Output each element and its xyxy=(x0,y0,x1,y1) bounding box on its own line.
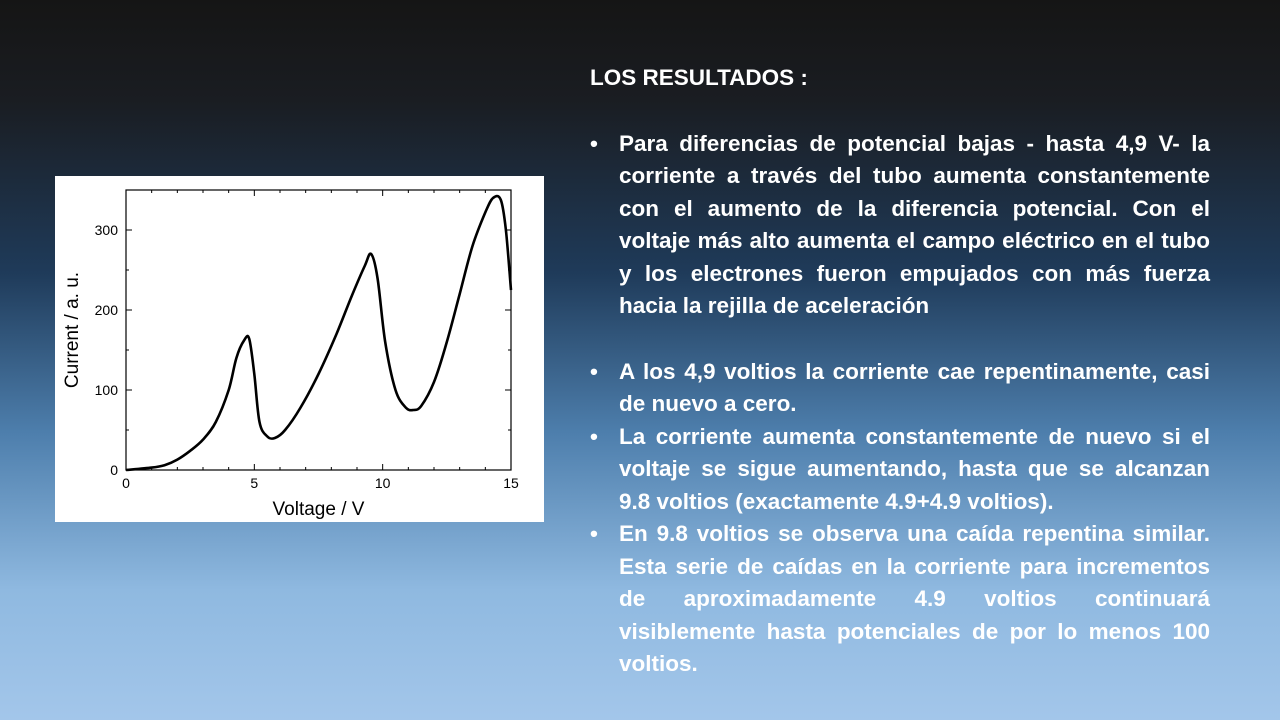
bullet-item: • En 9.8 voltios se observa una caída repentina similar. Esta serie de caídas en la corriente para incrementos de aproximadamente 4.9 voltios continuará visiblemente hasta potenciales de por lo menos 100 voltios. xyxy=(590,518,1210,681)
x-tick-label: 15 xyxy=(503,475,519,491)
y-tick-label: 0 xyxy=(110,462,118,478)
bullet-list xyxy=(590,128,1210,681)
y-axis-label: Current / a. u. xyxy=(62,271,83,389)
bullet-item: • La corriente aumenta constantemente de nuevo si el voltaje se sigue aumentando, hasta que se alcanzan 9.8 voltios (exactamente 4.9+4.9 voltios). xyxy=(590,421,1210,519)
y-tick-label: 100 xyxy=(94,382,118,398)
x-axis-label: Voltage / V xyxy=(272,499,365,520)
series-line xyxy=(126,196,511,470)
text-content xyxy=(590,62,1210,681)
bullet-item: • Para diferencias de potencial bajas - hasta 4,9 V- la corriente a través del tubo aumenta constantemente con el aumento de la diferencia potencial. Con el voltaje más alto aumenta el campo eléctrico en el tubo y los electrones fueron empujados con más fuerza hacia la rejilla de aceleración xyxy=(590,128,1210,323)
chart xyxy=(55,176,544,522)
slide-heading: LOS RESULTADOS : xyxy=(590,65,808,90)
plot-frame xyxy=(126,190,511,470)
x-tick-label: 0 xyxy=(122,475,130,491)
chart-panel xyxy=(55,176,544,522)
y-tick-label: 300 xyxy=(94,222,118,238)
x-tick-label: 5 xyxy=(250,475,259,491)
bullet-item: • A los 4,9 voltios la corriente cae repentinamente, casi de nuevo a cero. xyxy=(590,356,1210,421)
x-tick-label: 10 xyxy=(374,475,391,491)
y-tick-label: 200 xyxy=(94,302,118,318)
